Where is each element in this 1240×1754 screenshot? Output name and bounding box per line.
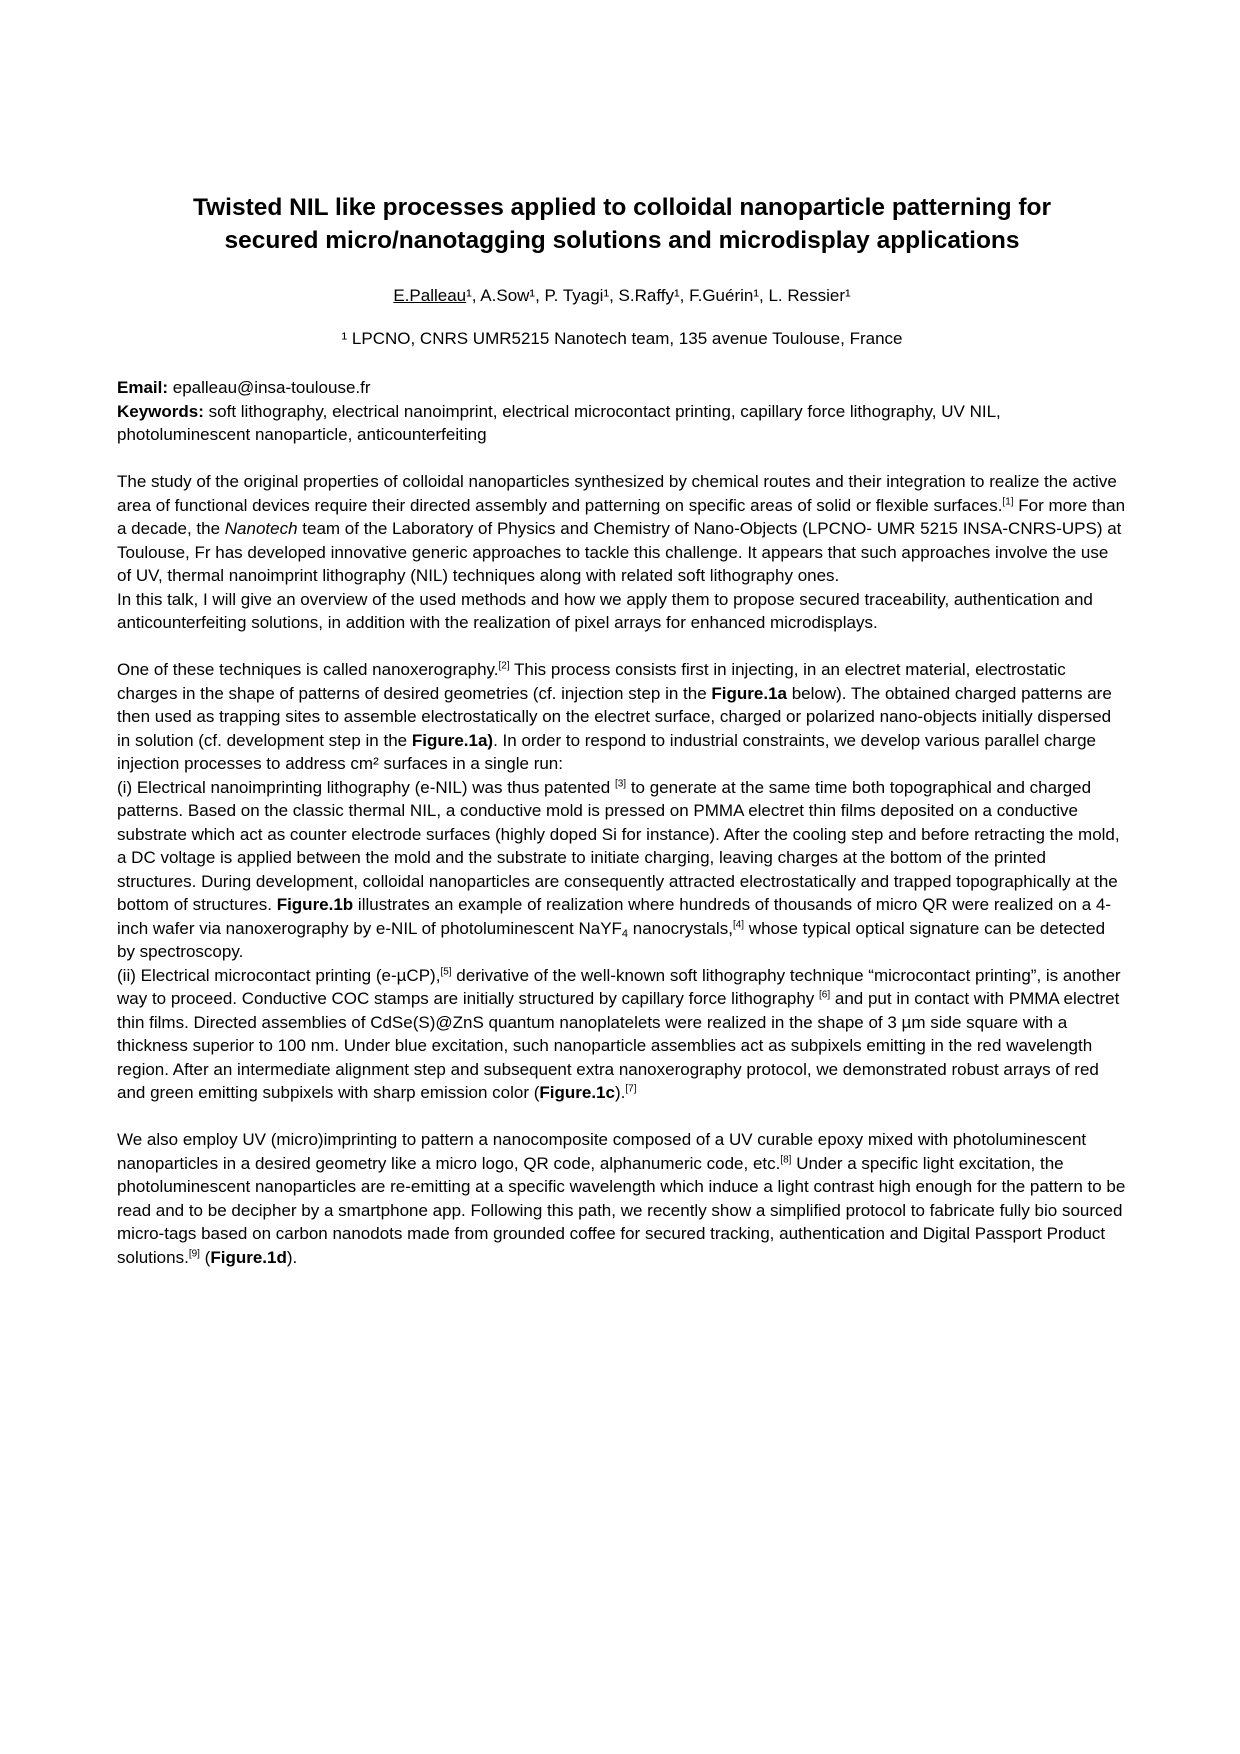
- paragraph-ecp: (ii) Electrical microcontact printing (e-µCP),[5] derivative of the well-known soft lithography technique “microcontact printing”, is another way to proceed. Conductive COC stamps are initially structured by capillary force lithography [6] and put in contact with PMMA electret thin films. Directed assemblies of CdSe(S)@ZnS quantum nanoplatelets were realized in the shape of 3 µm side square with a thickness superior to 100 nm. Under blue excitation, such nanoparticle assemblies act as subpixels emitting in the red wavelength region. After an intermediate alignment step and subsequent extra nanoxerography protocol, we demonstrated robust arrays of red and green emitting subpixels with sharp emission color (Figure.1c).[7]: [117, 965, 1121, 1102]
- figure-ref-1c: Figure.1c: [539, 1083, 615, 1102]
- subscript-4: 4: [621, 927, 629, 940]
- keywords-list: soft lithography, electrical nanoimprint, electrical microcontact printing, capillary force lithography, UV NIL, photoluminescent nanoparticle, anticounterfeiting: [117, 401, 1001, 444]
- citation-3: [3]: [614, 777, 627, 789]
- keywords-line: [117, 400, 1127, 447]
- figure-ref-1d: Figure.1d: [210, 1247, 287, 1267]
- team-name: Nanotech: [224, 519, 298, 538]
- paragraph-enil: (i) Electrical nanoimprinting lithography (e-NIL) was thus patented [3] to generate at the same time both topographical and charged patterns. Based on the classic thermal NIL, a conductive mold is pressed on PMMA electret thin films deposited on a conductive substrate which act as counter electrode surfaces (highly doped Si for instance). After the cooling step and before retracting the mold, a DC voltage is applied between the mold and the substrate to initiate charging, leaving charges at the bottom of the printed structures. During development, colloidal nanoparticles are consequently attracted electrostatically and trapped topographically at the bottom of structures. Figure.1b illustrates an example of realization where hundreds of thousands of micro QR were realized on a 4-inch wafer via nanoxerography by e-NIL of photoluminescent NaYF$_4$ nanocrystals,[4] whose typical optical signature can be detected by spectroscopy.: [117, 777, 1120, 961]
- figure-ref-1a: Figure.1a: [711, 683, 787, 703]
- figure-ref-1a-second: Figure.1a): [411, 730, 494, 750]
- presenting-author: E.Palleau: [393, 286, 467, 305]
- citation-7: [7]: [625, 1083, 637, 1095]
- citation-5: [5]: [440, 965, 452, 977]
- citation-9: [9]: [188, 1247, 200, 1259]
- abstract-body: [117, 447, 1127, 1270]
- title-line-1: Twisted NIL like processes applied to colloidal nanoparticle patterning for: [192, 194, 1052, 221]
- metadata-block: [117, 376, 1127, 447]
- keywords-label: Keywords:: [117, 401, 204, 421]
- paragraph-uv-imprinting: We also employ UV (micro)imprinting to pattern a nanocomposite composed of a UV curable epoxy mixed with photoluminescent nanoparticles in a desired geometry like a micro logo, QR code, alphanumeric code, etc.[8] Under a specific light excitation, the photoluminescent nanoparticles are re-emitting at a specific wavelength which induce a light contrast high enough for the pattern to be read and to be decipher by a smartphone app. Following this path, we recently show a simplified protocol to fabricate fully bio sourced micro-tags based on carbon nanodots made from grounded coffee for secured tracking, authentication and Digital Passport Product solutions.[9] (Figure.1d).: [117, 1130, 1126, 1267]
- citation-1: [1]: [1002, 495, 1014, 507]
- paragraph-nanoxerography: One of these techniques is called nanoxerography.[2] This process consists first in injecting, in an electret material, electrostatic charges in the shape of patterns of desired geometries (cf. injection step in the Figure.1a below). The obtained charged patterns are then used as trapping sites to assemble electrostatically on the electret surface, charged or polarized nano-objects initially dispersed in solution (cf. development step in the Figure.1a). In order to respond to industrial constraints, we develop various parallel charge injection processes to address cm² surfaces in a single run:: [117, 660, 1112, 773]
- author-list: [117, 286, 1127, 306]
- affiliation: ¹ LPCNO, CNRS UMR5215 Nanotech team, 135 avenue Toulouse, France: [341, 329, 903, 348]
- abstract-page: [117, 191, 1127, 1269]
- citation-4: [4]: [732, 918, 745, 930]
- citation-8: [8]: [780, 1153, 792, 1165]
- paper-title: [117, 191, 1127, 257]
- paragraph-talk-overview: In this talk, I will give an overview of the used methods and how we apply them to propose secured traceability, authentication and anticounterfeiting solutions, in addition with the realization of pixel arrays for enhanced microdisplays.: [117, 589, 1093, 632]
- figure-ref-1b: Figure.1b: [276, 895, 354, 914]
- co-authors: ¹, A.Sow¹, P. Tyagi¹, S.Raffy¹, F.Guérin¹, L. Ressier¹: [466, 286, 851, 305]
- citation-6: [6]: [819, 989, 831, 1001]
- email-label: Email:: [117, 378, 169, 397]
- citation-2: [2]: [498, 660, 510, 672]
- title-line-2: secured micro/nanotagging solutions and microdisplay applications: [224, 227, 1020, 254]
- paragraph-intro: The study of the original properties of colloidal nanoparticles synthesized by chemical routes and their integration to realize the active area of functional devices require their directed assembly and patterning on specific areas of solid or flexible surfaces.[1] For more than a decade, the Nanotech team of the Laboratory of Physics and Chemistry of Nano-Objects (LPCNO- UMR 5215 INSA-CNRS-UPS) at Toulouse, Fr has developed innovative generic approaches to tackle this challenge. It appears that such approaches involve the use of UV, thermal nanoimprint lithography (NIL) techniques along with related soft lithography ones.: [117, 472, 1126, 585]
- email-line: [117, 376, 1127, 400]
- email-address[interactable]: epalleau@insa-toulouse.fr: [168, 378, 371, 397]
